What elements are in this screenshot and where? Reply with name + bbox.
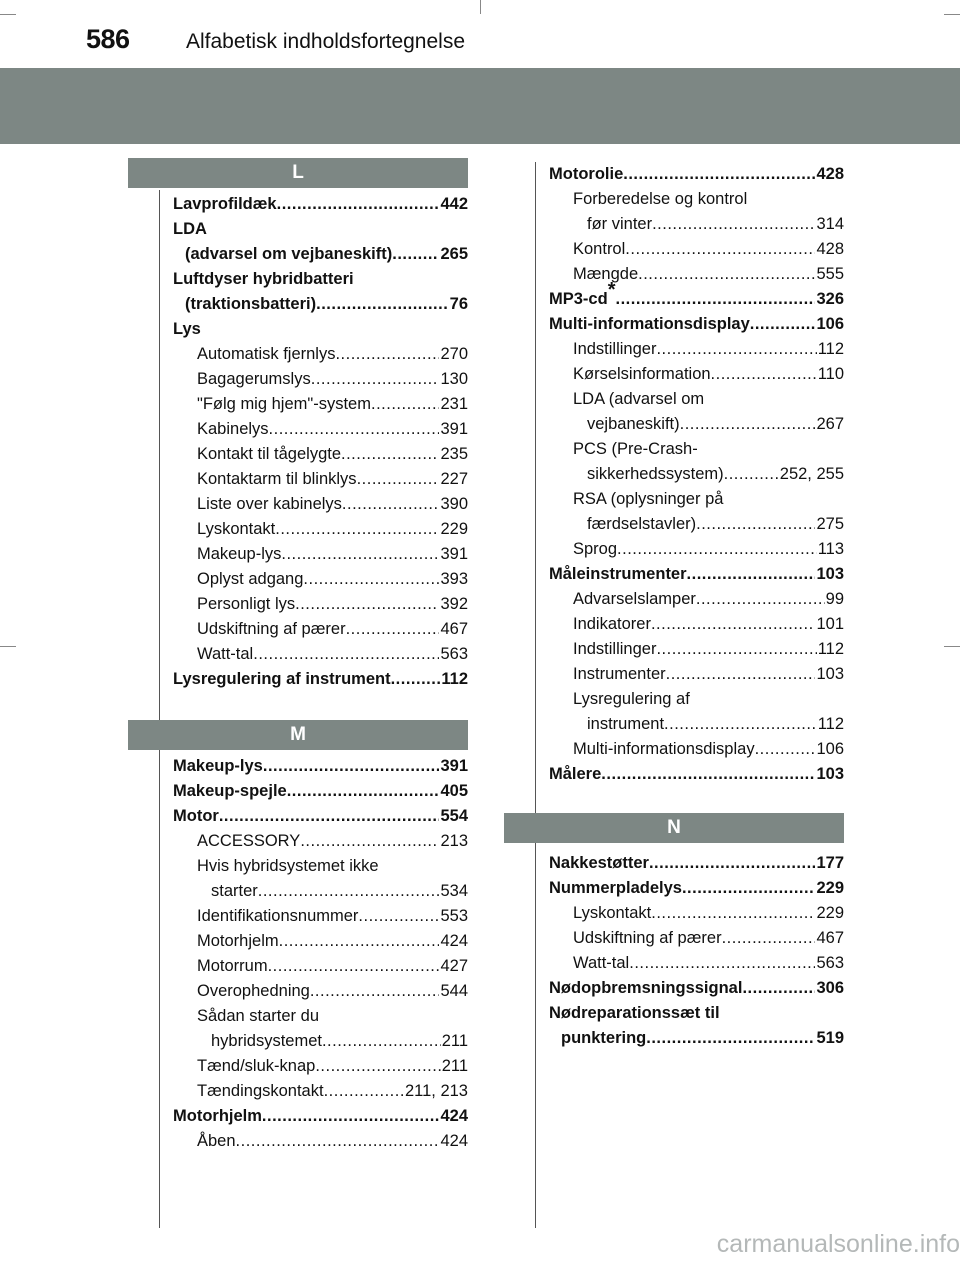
index-entry[interactable]: Makeup-lys ..... 391: [173, 754, 468, 779]
index-subentry[interactable]: Åben ..... 424: [197, 1129, 468, 1154]
index-subentry[interactable]: Tændingskontakt ..... 211, 213: [197, 1079, 468, 1104]
index-entry[interactable]: Nakkestøtter ..... 177: [549, 851, 844, 876]
index-subentry[interactable]: Automatisk fjernlys ..... 270: [197, 342, 468, 367]
index-entry[interactable]: Nummerpladelys ..... 229: [549, 876, 844, 901]
sub-entries-nummerpladelys: [549, 901, 844, 976]
index-subentry[interactable]: Kørselsinformation ..... 110: [573, 362, 844, 387]
index-entry[interactable]: Multi-informationsdisplay ..... 106: [549, 312, 844, 337]
section-l-entries: [128, 192, 468, 692]
index-subentry[interactable]: Sprog ..... 113: [573, 537, 844, 562]
index-subentry[interactable]: Lyskontakt ..... 229: [197, 517, 468, 542]
index-subentry-head: LDA (advarsel om: [573, 390, 705, 408]
section-letter-n: N: [504, 813, 844, 843]
index-entry-head: LDA: [173, 220, 207, 238]
page-header: [0, 0, 960, 60]
index-subentry-head: PCS (Pre-Crash-: [573, 440, 698, 458]
index-subentry[interactable]: Advarselslamper ..... 99: [573, 587, 844, 612]
index-entry[interactable]: Motorhjelm ..... 424: [173, 1104, 468, 1129]
index-subentry[interactable]: Motorrum ..... 427: [197, 954, 468, 979]
page-title: Alfabetisk indholdsfortegnelse: [186, 30, 466, 53]
footnote-asterisk: *: [607, 278, 616, 301]
sub-entries-motorhjelm: [173, 1129, 468, 1154]
index-subentry[interactable]: Indstillinger ..... 112: [573, 637, 844, 662]
index-subentry[interactable]: Makeup-lys ..... 391: [197, 542, 468, 567]
index-subentry-head: Sådan starter du: [197, 1007, 319, 1025]
index-subentry[interactable]: Personligt lys ..... 392: [197, 592, 468, 617]
index-subentry-head: RSA (oplysninger på: [573, 490, 724, 508]
index-entry[interactable]: MP3-cd* ..... 326: [549, 287, 844, 312]
index-entry[interactable]: Motor ..... 554: [173, 804, 468, 829]
sub-entries-lys: [173, 342, 468, 667]
index-subentry[interactable]: Indstillinger ..... 112: [573, 337, 844, 362]
page-number: 586: [86, 24, 130, 54]
index-subentry[interactable]: Identifikationsnummer ..... 553: [197, 904, 468, 929]
index-entry-head: Luftdyser hybridbatteri: [173, 270, 354, 288]
index-column-right: [504, 162, 844, 1051]
index-entry-head: Nødreparationssæt til: [549, 1004, 720, 1022]
sub-entries-motorolie: [549, 187, 844, 287]
index-entry[interactable]: (traktionsbatteri) ..... 76: [173, 292, 468, 317]
index-subentry[interactable]: Tænd/sluk-knap ..... 211: [197, 1054, 468, 1079]
section-letter-l: L: [128, 158, 468, 188]
index-subentry-head: Hvis hybridsystemet ikke: [197, 857, 379, 875]
index-subentry[interactable]: Udskiftning af pærer ..... 467: [573, 926, 844, 951]
index-subentry[interactable]: før vinter ..... 314: [573, 212, 844, 237]
section-letter-m: M: [128, 720, 468, 750]
index-entry[interactable]: Makeup-spejle ..... 405: [173, 779, 468, 804]
watermark: carmanualsonline.info: [716, 1229, 960, 1258]
index-subentry[interactable]: Kontakt til tågelygte ..... 235: [197, 442, 468, 467]
index-entry[interactable]: punktering ..... 519: [549, 1026, 844, 1051]
index-column-left: [128, 158, 468, 1154]
index-subentry[interactable]: Indikatorer ..... 101: [573, 612, 844, 637]
index-entry[interactable]: Lysregulering af instrument ..... 112: [173, 667, 468, 692]
index-subentry[interactable]: Overophedning ..... 544: [197, 979, 468, 1004]
header-band: [0, 68, 960, 144]
crop-mark: [944, 646, 960, 647]
sub-entries-multi-info: [549, 337, 844, 562]
index-entry[interactable]: Målere ..... 103: [549, 762, 844, 787]
index-subentry[interactable]: Kontrol ..... 428: [573, 237, 844, 262]
index-subentry[interactable]: Bagagerumslys ..... 130: [197, 367, 468, 392]
index-entry[interactable]: Måleinstrumenter ..... 103: [549, 562, 844, 587]
index-subentry[interactable]: Watt-tal ..... 563: [197, 642, 468, 667]
index-entry[interactable]: Lavprofildæk ..... 442: [173, 192, 468, 217]
index-entry[interactable]: Motorolie ..... 428: [549, 162, 844, 187]
index-subentry[interactable]: Liste over kabinelys ..... 390: [197, 492, 468, 517]
index-subentry[interactable]: Mængde ..... 555: [573, 262, 844, 287]
index-entry[interactable]: Nødopbremsningssignal ..... 306: [549, 976, 844, 1001]
index-subentry[interactable]: Motorhjelm ..... 424: [197, 929, 468, 954]
index-subentry[interactable]: Udskiftning af pærer ..... 467: [197, 617, 468, 642]
index-subentry[interactable]: ACCESSORY ..... 213: [197, 829, 468, 854]
index-subentry[interactable]: Oplyst adgang ..... 393: [197, 567, 468, 592]
index-subentry-head: Lysregulering af: [573, 690, 690, 708]
section-m-entries-right: [504, 162, 844, 787]
index-subentry[interactable]: Lyskontakt ..... 229: [573, 901, 844, 926]
index-subentry[interactable]: hybridsystemet ..... 211: [197, 1029, 468, 1054]
index-subentry-head: Forberedelse og kontrol: [573, 190, 748, 208]
index-subentry[interactable]: Kabinelys ..... 391: [197, 417, 468, 442]
index-subentry[interactable]: "Følg mig hjem"-system ..... 231: [197, 392, 468, 417]
index-subentry[interactable]: sikkerhedssystem) ..... 252, 255: [573, 462, 844, 487]
section-m-entries-left: [128, 754, 468, 1154]
index-subentry[interactable]: vejbaneskift) ..... 267: [573, 412, 844, 437]
index-subentry[interactable]: instrument ..... 112: [573, 712, 844, 737]
index-entry[interactable]: (advarsel om vejbaneskift) ..... 265: [173, 242, 468, 267]
crop-mark: [0, 646, 16, 647]
index-subentry[interactable]: færdselstavler) ..... 275: [573, 512, 844, 537]
index-subentry[interactable]: Multi-informationsdisplay ..... 106: [573, 737, 844, 762]
index-subentry[interactable]: Instrumenter ..... 103: [573, 662, 844, 687]
index-subentry[interactable]: starter ..... 534: [197, 879, 468, 904]
sub-entries-motor: [173, 829, 468, 1104]
index-subentry[interactable]: Watt-tal ..... 563: [573, 951, 844, 976]
section-n-entries: [504, 851, 844, 1051]
index-entry-head: Lys: [173, 320, 201, 338]
sub-entries-maaleinstrumenter: [549, 587, 844, 762]
index-subentry[interactable]: Kontaktarm til blinklys ..... 227: [197, 467, 468, 492]
